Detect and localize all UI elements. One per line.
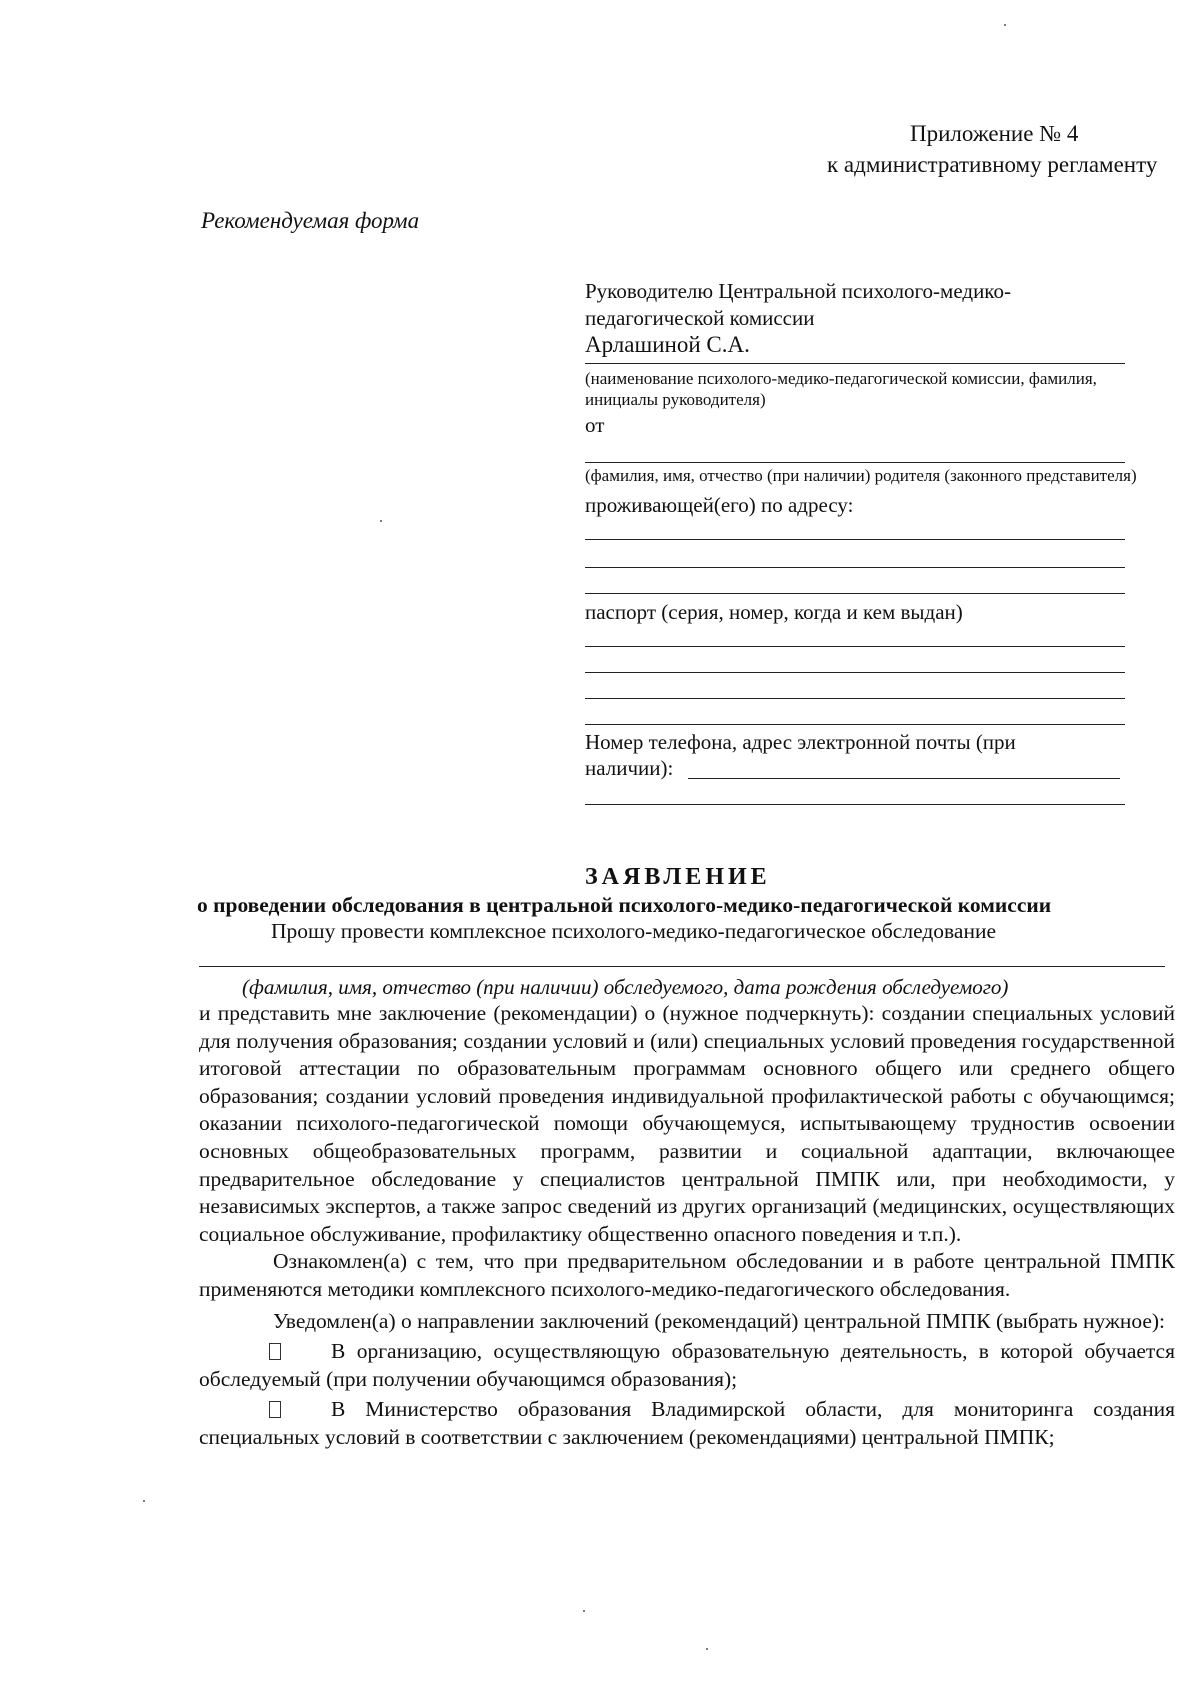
statement-request: Прошу провести комплексное психолого-медико-педагогическое обследование xyxy=(271,919,996,943)
passport-field-line-2[interactable] xyxy=(585,672,1125,673)
passport-label: паспорт (серия, номер, когда и кем выдан) xyxy=(585,600,963,624)
contacts-label-line1: Номер телефона, адрес электронной почты (при xyxy=(585,730,1016,754)
scan-speck xyxy=(143,1500,145,1502)
passport-field-line-4[interactable] xyxy=(585,724,1125,725)
address-field-line-1[interactable] xyxy=(585,539,1125,540)
from-label: от xyxy=(585,413,605,437)
scan-speck xyxy=(1004,24,1006,26)
statement-body xyxy=(199,1000,1175,1452)
appendix-reference: к административному регламенту xyxy=(827,152,1158,177)
scan-speck xyxy=(380,520,382,522)
option-organization xyxy=(199,1338,1175,1393)
contacts-label-line2: наличии): xyxy=(585,756,674,780)
option-organization-text: В организацию, осуществляющую образовательную деятельность, в которой обучается обследуемый (при получении обучающимся образования); xyxy=(199,1339,1175,1391)
from-field-line[interactable] xyxy=(585,462,1125,463)
option-ministry-checkbox[interactable] xyxy=(269,1401,281,1418)
notified-paragraph: Уведомлен(а) о направлении заключений (рекомендаций) центральной ПМПК (выбрать нужное): xyxy=(273,1308,1166,1333)
from-caption: (фамилия, имя, отчество (при наличии) родителя (законного представителя) xyxy=(585,466,1137,485)
option-organization-checkbox[interactable] xyxy=(269,1343,281,1360)
addressee-line1: Руководителю Центральной психолого-медико- xyxy=(585,279,1011,303)
person-caption: (фамилия, имя, отчество (при наличии) обследуемого, дата рождения обследуемого) xyxy=(242,975,1009,999)
acquainted-paragraph: Ознакомлен(а) с тем, что при предварительном обследовании и в работе центральной ПМПК применяются методики комплексного психолого-медико-педагогического обследования. xyxy=(199,1249,1175,1301)
scan-speck xyxy=(706,1648,708,1650)
contacts-field-line-1[interactable] xyxy=(688,778,1120,779)
contacts-field-line-2[interactable] xyxy=(585,804,1125,805)
passport-field-line-3[interactable] xyxy=(585,698,1125,699)
appendix-number: Приложение № 4 xyxy=(910,121,1079,146)
addressee-name: Арлашиной С.А. xyxy=(585,332,750,357)
passport-field-line-1[interactable] xyxy=(585,646,1125,647)
option-ministry-text: В Министерство образования Владимирской области, для мониторинга создания специальных условий в соответствии с заключением (рекомендациями) центральной ПМПК; xyxy=(199,1397,1175,1449)
statement-subtitle: о проведении обследования в центральной психолого-медико-педагогической комиссии xyxy=(197,893,1052,917)
addressee-caption: (наименование психолого-медико-педагогической комиссии, фамилия, инициалы руководителя) xyxy=(585,369,1097,409)
body-paragraph: и представить мне заключение (рекомендации) о (нужное подчеркнуть): создании специальных условий для получения образования; создании условий и (или) специальных условий проведения государственной итоговой аттестации по образовательным программам основного общего или среднего общего образования; создании условий проведения индивидуальной профилактической работы с обучающимся; оказании психолого-педагогической помощи обучающемуся, испытывающему трудностив освоении основных общеобразовательных программ, развитии и социальной адаптации, включающее предварительное обследование у специалистов центральной ПМПК или, при необходимости, у независимых экспертов, а также запрос сведений из других организаций (медицинских, осуществляющих социальное обслуживание, профилактику общественно опасного поведения и т.п.). xyxy=(199,1001,1175,1246)
person-field-line[interactable] xyxy=(199,966,1165,967)
address-field-line-2[interactable] xyxy=(585,567,1125,568)
statement-title: ЗАЯВЛЕНИЕ xyxy=(585,864,771,890)
addressee-underline xyxy=(585,363,1125,364)
address-field-line-3[interactable] xyxy=(585,593,1125,594)
address-label: проживающей(его) по адресу: xyxy=(585,493,854,517)
addressee-line2: педагогической комиссии xyxy=(585,306,815,330)
option-ministry xyxy=(199,1396,1175,1451)
recommended-form-label: Рекомендуемая форма xyxy=(201,208,420,233)
scan-speck xyxy=(583,1610,585,1612)
